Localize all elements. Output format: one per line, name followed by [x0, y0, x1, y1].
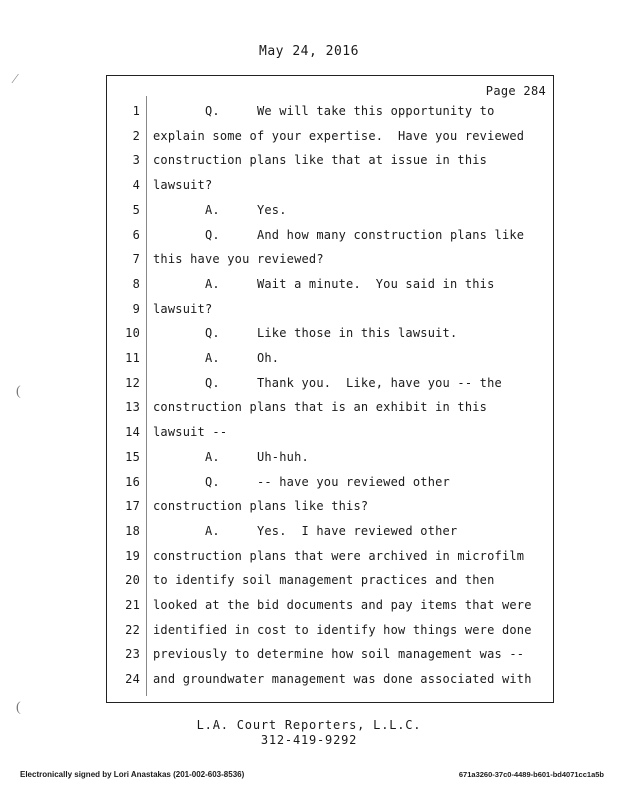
line-number: 10: [125, 326, 140, 341]
line-text: A. Yes.: [153, 202, 287, 217]
line-number: 15: [125, 449, 140, 464]
page-number-label: Page 284: [485, 84, 546, 98]
line-number: 14: [125, 425, 140, 440]
line-number: 2: [132, 128, 140, 143]
line-text: lawsuit?: [153, 178, 213, 193]
line-number: 24: [125, 672, 140, 687]
line-text: construction plans that is an exhibit in this: [153, 400, 488, 415]
transcript-line: [106, 573, 546, 589]
transcript-line: [106, 549, 546, 565]
transcript-line: [106, 104, 546, 120]
margin-mark-middle: (: [16, 384, 21, 399]
document-id: 671a3260-37c0-4489-b601-bd4071cc1a5b: [458, 770, 604, 779]
transcript-line: [106, 228, 546, 244]
line-text: A. Uh-huh.: [153, 449, 309, 464]
line-text: Q. Like those in this lawsuit.: [153, 326, 458, 341]
transcript-line: [106, 351, 546, 367]
line-number: 12: [125, 375, 140, 390]
line-text: construction plans like that at issue in this: [153, 153, 488, 168]
line-text: explain some of your expertise. Have you reviewed: [153, 128, 525, 143]
line-text: Q. Thank you. Like, have you -- the: [153, 375, 502, 390]
line-text: A. Oh.: [153, 351, 280, 365]
line-text: construction plans that were archived in microfilm: [153, 548, 525, 563]
line-text: lawsuit --: [153, 425, 228, 440]
transcript-line: [106, 672, 546, 688]
line-text: lawsuit?: [153, 301, 213, 316]
line-number: 9: [132, 301, 140, 316]
line-number: 5: [132, 202, 140, 217]
transcript-line: [106, 277, 546, 293]
transcript-line: [106, 499, 546, 515]
line-number: 20: [125, 573, 140, 588]
transcript-line: [106, 450, 546, 466]
line-number: 17: [125, 499, 140, 514]
line-number: 3: [132, 153, 140, 168]
line-text: Q. And how many construction plans like: [153, 227, 525, 242]
transcript-line: [106, 598, 546, 614]
line-text: this have you reviewed?: [153, 252, 324, 267]
electronic-signature-note: Electronically signed by Lori Anastakas (201-002-603-8536): [20, 770, 245, 779]
line-text: Q. -- have you reviewed other: [153, 474, 450, 489]
line-text: to identify soil management practices and then: [153, 573, 495, 588]
transcript-line: [106, 475, 546, 491]
line-number: 4: [132, 178, 140, 193]
line-number: 11: [125, 351, 140, 365]
line-number: 22: [125, 622, 140, 637]
transcript-line: [106, 376, 546, 392]
line-number: 19: [125, 548, 140, 563]
transcript-line: [106, 400, 546, 416]
transcript-line: [106, 153, 546, 169]
transcript-line: [106, 326, 546, 342]
reporter-phone: 312-419-9292: [260, 733, 358, 747]
margin-mark-top: ⁄: [14, 72, 17, 87]
date-header: May 24, 2016: [259, 44, 359, 59]
transcript-line: [106, 252, 546, 268]
line-text: looked at the bid documents and pay items that were: [153, 598, 532, 612]
line-number: 6: [132, 227, 140, 242]
line-text: construction plans like this?: [153, 499, 369, 514]
line-number: 7: [132, 252, 140, 267]
line-text: identified in cost to identify how things were done: [153, 622, 532, 637]
margin-mark-bottom: (: [16, 700, 21, 715]
line-text: Q. We will take this opportunity to: [153, 104, 495, 118]
line-number: 1: [132, 104, 140, 118]
line-text: A. Yes. I have reviewed other: [153, 523, 458, 538]
line-number: 8: [132, 276, 140, 291]
line-text: and groundwater management was done associated with: [153, 672, 532, 687]
line-number: 13: [125, 400, 140, 415]
transcript-line: [106, 302, 546, 318]
line-number: 21: [125, 598, 140, 612]
line-number: 18: [125, 523, 140, 538]
line-number: 16: [125, 474, 140, 489]
transcript-line: [106, 178, 546, 194]
line-text: A. Wait a minute. You said in this: [153, 276, 495, 291]
transcript-line: [106, 129, 546, 145]
transcript-line: [106, 425, 546, 441]
reporter-name: L.A. Court Reporters, L.L.C.: [196, 718, 422, 732]
transcript-line: [106, 647, 546, 663]
line-number: 23: [125, 647, 140, 662]
transcript-line: [106, 524, 546, 540]
transcript-line: [106, 623, 546, 639]
line-text: previously to determine how soil management was --: [153, 647, 525, 662]
transcript-line: [106, 203, 546, 219]
